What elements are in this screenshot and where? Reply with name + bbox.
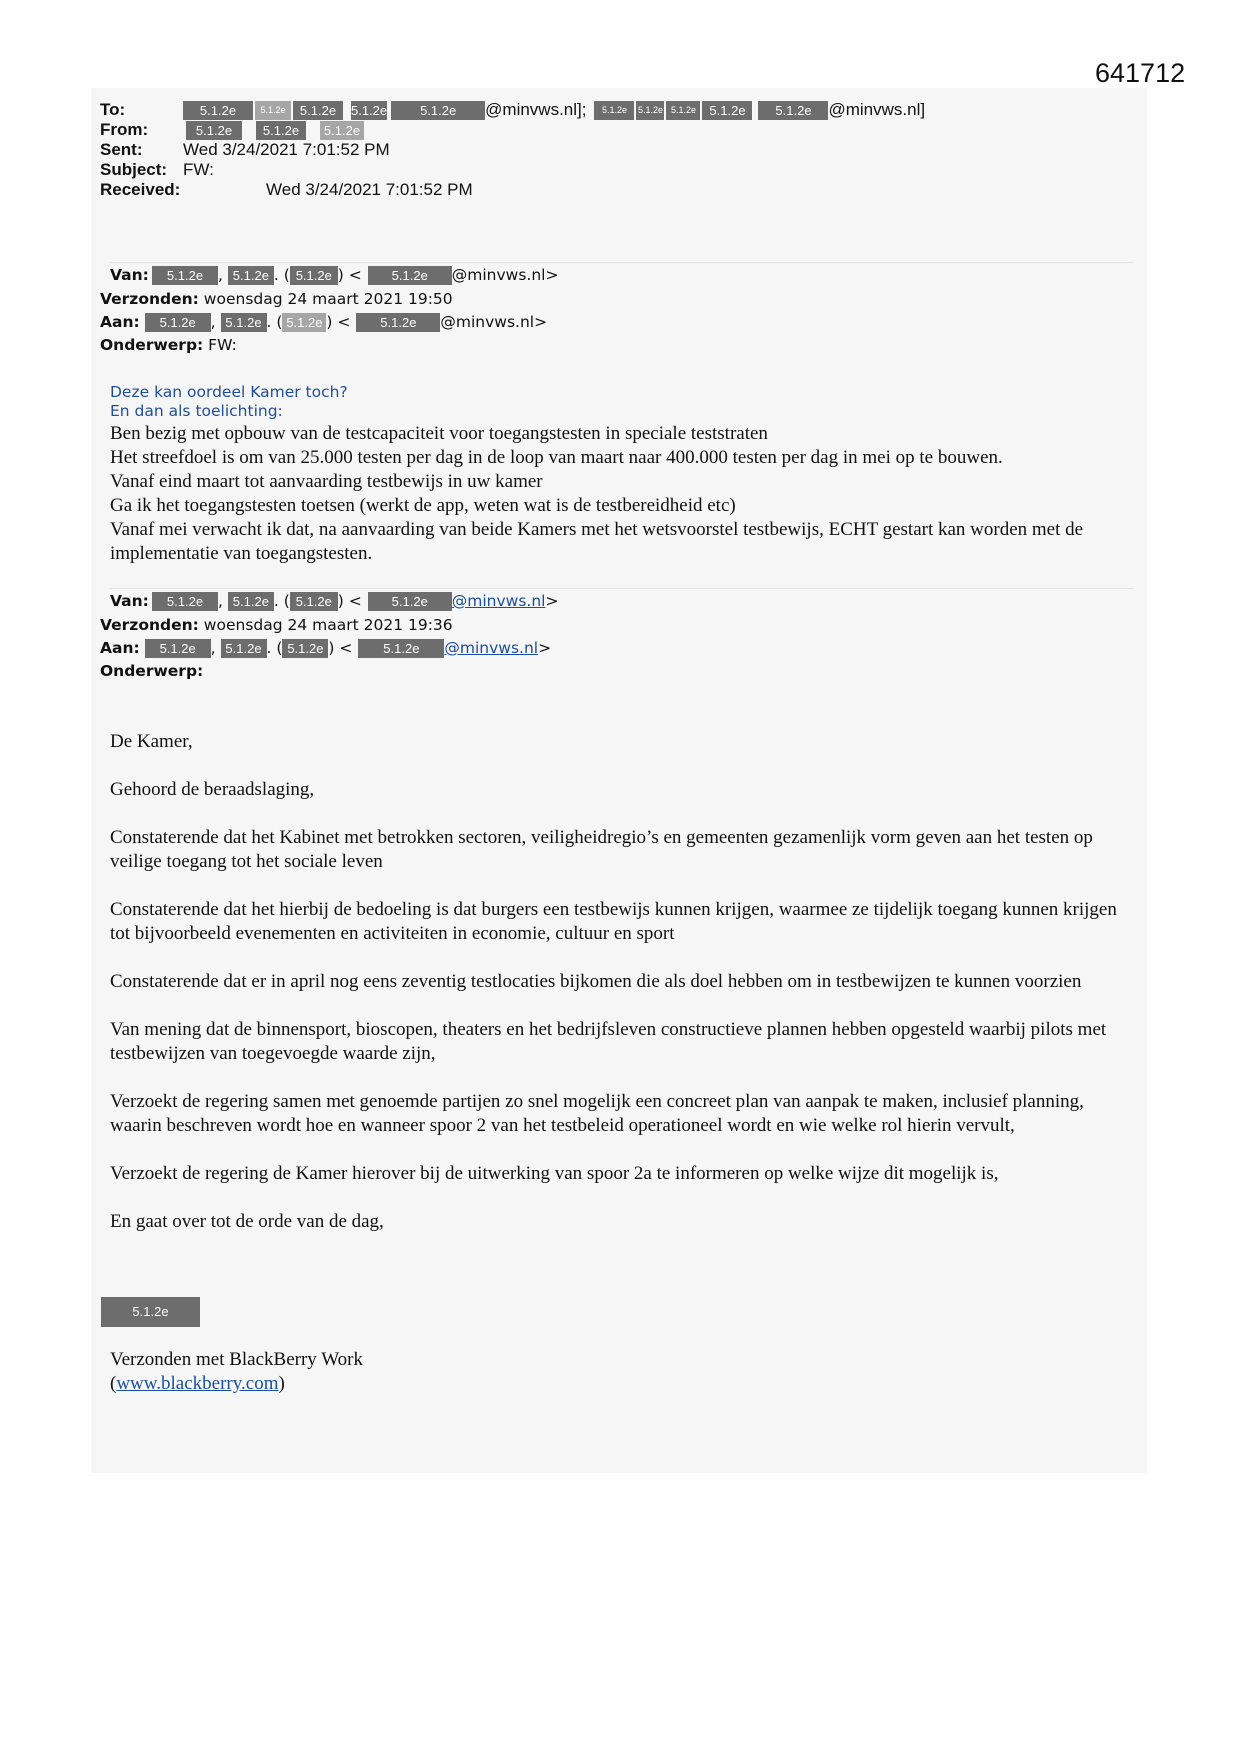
verzonden-label: Verzonden: (100, 616, 199, 634)
signature-redaction-box: 5.1.2e (101, 1297, 200, 1327)
to-domain-2: @minvws.nl] (828, 100, 926, 119)
body-line: Vanaf mei verwacht ik dat, na aanvaarding van beide Kamers met het wetsvoorstel testbewijs, ECHT gestart kan worden met de implementatie van toegangstesten. (110, 519, 1084, 564)
subject-label: Subject: (100, 160, 168, 179)
header-to-row (100, 100, 925, 120)
to-domain-1: @minvws.nl]; (485, 100, 587, 119)
sent-label: Sent: (100, 140, 143, 159)
msg2-van-email-link[interactable]: @minvws.nl (451, 592, 546, 610)
redaction-box: 5.1.2e (368, 592, 452, 611)
redaction-box: 5.1.2e (391, 101, 485, 120)
msg1-aan-row: Aan: 5.1.2e , 5.1.2e . ( 5.1.2e ) < 5.1.2e @minvws.nl> (100, 313, 548, 331)
onderwerp-label: Onderwerp: (100, 336, 204, 354)
redaction-box: 5.1.2e (358, 639, 444, 658)
subject-value: FW: (183, 160, 214, 179)
blue-note-line: En dan als toelichting: (110, 402, 283, 420)
verzonden-label: Verzonden: (100, 290, 199, 308)
msg2-verzonden-row (100, 614, 453, 637)
blue-note-line: Deze kan oordeel Kamer toch? (110, 383, 348, 401)
redaction-box: 5.1.2e (221, 639, 267, 658)
redaction-box: 5.1.2e (356, 313, 440, 332)
msg1-verzonden-value: woensdag 24 maart 2021 19:50 (203, 290, 453, 308)
motion-paragraph: Constaterende dat er in april nog eens zeventig testlocaties bijkomen die als doel hebben om in testbewijzen te kunnen voorzien (110, 971, 1082, 992)
msg1-verzonden-row (100, 288, 453, 311)
redaction-box: 5.1.2e (152, 266, 218, 285)
signature-block (110, 1348, 363, 1396)
blackberry-link[interactable]: www.blackberry.com (116, 1373, 279, 1394)
van-label: Van: (110, 592, 149, 610)
msg1-body (110, 422, 1130, 566)
received-label: Received: (100, 180, 181, 199)
redaction-box: 5.1.2e (183, 101, 253, 120)
msg1-van-domain: @minvws.nl> (451, 266, 559, 284)
aan-label: Aan: (100, 639, 140, 657)
body-line: Ben bezig met opbouw van de testcapaciteit voor toegangstesten in speciale teststraten (110, 423, 768, 444)
redaction-box: 5.1.2e (702, 101, 752, 120)
redaction-box: 5.1.2e (293, 101, 343, 120)
signature-line: Verzonden met BlackBerry Work (110, 1349, 363, 1370)
divider (110, 262, 1134, 263)
motion-paragraph: Constaterende dat het Kabinet met betrokken sectoren, veiligheidregio’s en gemeenten gezamenlijk vorm geven aan het testen op veilige toegang tot het sociale leven (110, 827, 1093, 872)
redaction-box: 5.1.2e (145, 639, 211, 658)
body-line: Ga ik het toegangstesten toetsen (werkt de app, weten wat is de testbereidheid etc) (110, 495, 736, 516)
received-value: Wed 3/24/2021 7:01:52 PM (266, 180, 473, 199)
onderwerp-label: Onderwerp: (100, 662, 204, 680)
motion-paragraph: Verzoekt de regering samen met genoemde partijen zo snel mogelijk een concreet plan van aanpak te maken, inclusief planning, waarin beschreven wordt hoe en wanneer spoor 2 van het testbeleid operationeel wordt en wie welke rol hierin vervult, (110, 1091, 1084, 1136)
header-from-row (100, 120, 364, 140)
van-label: Van: (110, 266, 149, 284)
redaction-box: 5.1.2e (221, 313, 267, 332)
msg1-onderwerp-value: FW: (208, 336, 237, 354)
redaction-box: 5.1.2e (255, 101, 291, 120)
msg2-van-row: Van: 5.1.2e , 5.1.2e . ( 5.1.2e ) < 5.1.2e @minvws.nl> (110, 590, 558, 613)
redaction-box: 5.1.2e (290, 266, 338, 285)
motion-paragraph: Gehoord de beraadslaging, (110, 779, 315, 800)
redaction-box: 5.1.2e (228, 592, 274, 611)
msg2-verzonden-value: woensdag 24 maart 2021 19:36 (203, 616, 453, 634)
redaction-box: 5.1.2e (368, 266, 452, 285)
redaction-box: 5.1.2e (282, 313, 326, 332)
header-received-row (100, 180, 473, 200)
motion-paragraph: Van mening dat de binnensport, bioscopen, theaters en het bedrijfsleven constructieve plannen hebben opgesteld waarbij pilots met testbewijzen van toegevoegde waarde zijn, (110, 1019, 1107, 1064)
msg2-aan-email-link[interactable]: @minvws.nl (444, 639, 539, 657)
motion-paragraph: En gaat over tot de orde van de dag, (110, 1211, 384, 1232)
msg1-van-row: Van: 5.1.2e , 5.1.2e . ( 5.1.2e ) < 5.1.2e @minvws.nl> (110, 264, 558, 287)
redaction-box: 5.1.2e (320, 121, 364, 140)
body-line: Vanaf eind maart tot aanvaarding testbewijs in uw kamer (110, 471, 543, 492)
motion-paragraph: De Kamer, (110, 731, 193, 752)
redaction-box: 5.1.2e (256, 121, 306, 140)
divider (110, 588, 1134, 589)
signature-link-row: (www.blackberry.com) (110, 1373, 285, 1394)
header-sent-row (100, 140, 390, 160)
msg1-aan-domain: @minvws.nl> (440, 313, 548, 331)
redaction-box: 5.1.2e (594, 101, 634, 120)
from-label: From: (100, 120, 149, 139)
motion-text (110, 730, 1130, 1234)
redaction-box: 5.1.2e (152, 592, 218, 611)
sent-value: Wed 3/24/2021 7:01:52 PM (183, 140, 390, 159)
redaction-box: 5.1.2e (186, 121, 242, 140)
document-id: 641712 (1095, 58, 1186, 88)
redaction-box: 5.1.2e (282, 639, 328, 658)
motion-paragraph: Verzoekt de regering de Kamer hierover bij de uitwerking van spoor 2a te informeren op welke wijze dit mogelijk is, (110, 1163, 999, 1184)
redaction-box: 5.1.2e (351, 103, 388, 119)
msg2-onderwerp-row (100, 660, 203, 683)
redaction-box: 5.1.2e (758, 101, 828, 120)
redaction-box: 5.1.2e (145, 313, 211, 332)
motion-paragraph: Constaterende dat het hierbij de bedoeling is dat burgers een testbewijs kunnen krijgen, waarmee ze tijdelijk toegang kunnen krijgen tot bijvoorbeeld evenementen en activiteiten in economie, cultuur en sport (110, 899, 1117, 944)
msg2-aan-row: Aan: 5.1.2e , 5.1.2e . ( 5.1.2e ) < 5.1.2e @minvws.nl> (100, 639, 552, 657)
redaction-box: 5.1.2e (228, 266, 274, 285)
redaction-box: 5.1.2e (290, 592, 338, 611)
body-line: Het streefdoel is om van 25.000 testen per dag in de loop van maart naar 400.000 testen per dag in mei op te bouwen. (110, 447, 1003, 468)
to-label: To: (100, 100, 126, 119)
aan-label: Aan: (100, 313, 140, 331)
header-subject-row (100, 160, 214, 180)
redaction-box: 5.1.2e (636, 101, 664, 120)
redaction-box: 5.1.2e (666, 101, 700, 120)
msg1-onderwerp-row (100, 334, 237, 357)
